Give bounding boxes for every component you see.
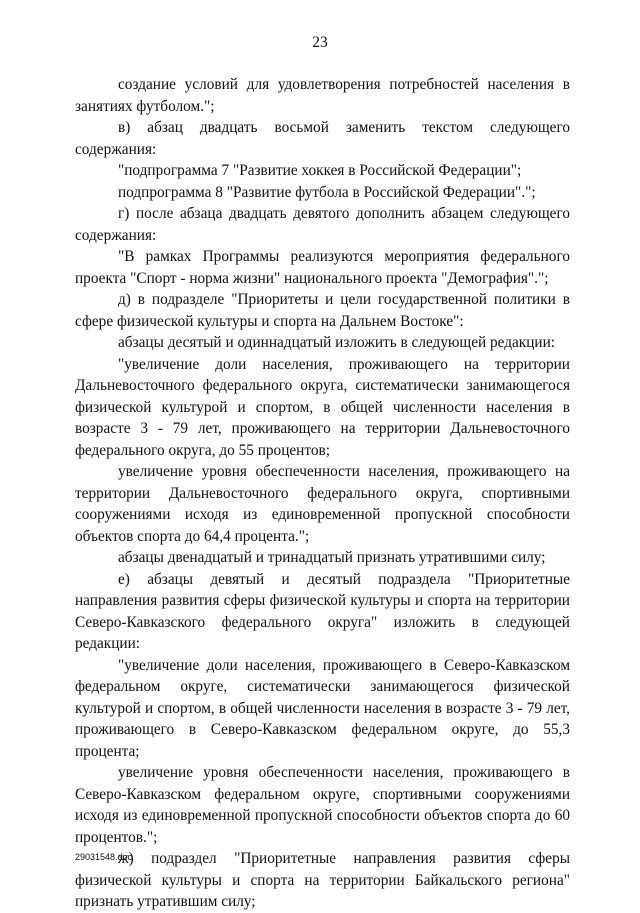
paragraph: г) после абзаца двадцать девятого дополнить абзацем следующего содержания:	[75, 205, 570, 244]
paragraph: увеличение уровня обеспеченности населения, проживающего на территории Дальневосточного федерального округа, спортивными сооружениями исходя из единовременной пропускной способности объектов спорта до 64,4 процента.";	[75, 463, 570, 545]
paragraph: увеличение уровня обеспеченности населения, проживающего в Северо-Кавказском федеральном округе, спортивными сооружениями исходя из единовременной пропускной способности объектов спорта до 60 процентов.";	[75, 764, 570, 846]
paragraph: "увеличение доли населения, проживающего на территории Дальневосточного федерального округа, систематически занимающегося физической культурой и спортом, в общей численности населения в возрасте 3 - 79 лет, проживающего на территории Дальневосточного федерального округа, до 55 процентов;	[75, 355, 570, 459]
page-number: 23	[312, 34, 328, 51]
paragraph: д) в подразделе "Приоритеты и цели государственной политики в сфере физической культуры и спорта на Дальнем Востоке":	[75, 291, 570, 330]
paragraph: "подпрограмма 7 "Развитие хоккея в Российской Федерации";	[118, 162, 522, 179]
paragraph: абзацы двенадцатый и тринадцатый признать утратившими силу;	[118, 549, 546, 566]
paragraph: ж) подраздел "Приоритетные направления развития сферы физической культуры и спорта на территории Байкальского региона" признать утратившим силу;	[75, 850, 570, 910]
document-body	[75, 74, 570, 913]
paragraph: создание условий для удовлетворения потребностей населения в занятиях футболом.";	[75, 76, 570, 115]
paragraph: подпрограмма 8 "Развитие футбола в Российской Федерации".";	[118, 183, 536, 201]
paragraph: е) абзацы девятый и десятый подраздела "Приоритетные направления развития сферы физической культуры и спорта на территории Северо-Кавказского федерального округа" изложить в следующей редакции:	[75, 570, 570, 652]
paragraph: в) абзац двадцать восьмой заменить текстом следующего содержания:	[75, 119, 570, 158]
paragraph: абзацы десятый и одиннадцатый изложить в следующей редакции:	[118, 334, 556, 351]
paragraph: "В рамках Программы реализуются мероприятия федерального проекта "Спорт - норма жизни" национального проекта "Демография".";	[75, 248, 570, 287]
footer-file-code: 29031548.doc	[75, 852, 133, 862]
paragraph: "увеличение доли населения, проживающего в Северо-Кавказском федеральном округе, систематически занимающегося физической культурой и спортом, в общей численности населения в возрасте 3 - 79 лет, проживающего в Северо-Кавказском федеральном округе, до 55,3 процента;	[75, 656, 570, 760]
